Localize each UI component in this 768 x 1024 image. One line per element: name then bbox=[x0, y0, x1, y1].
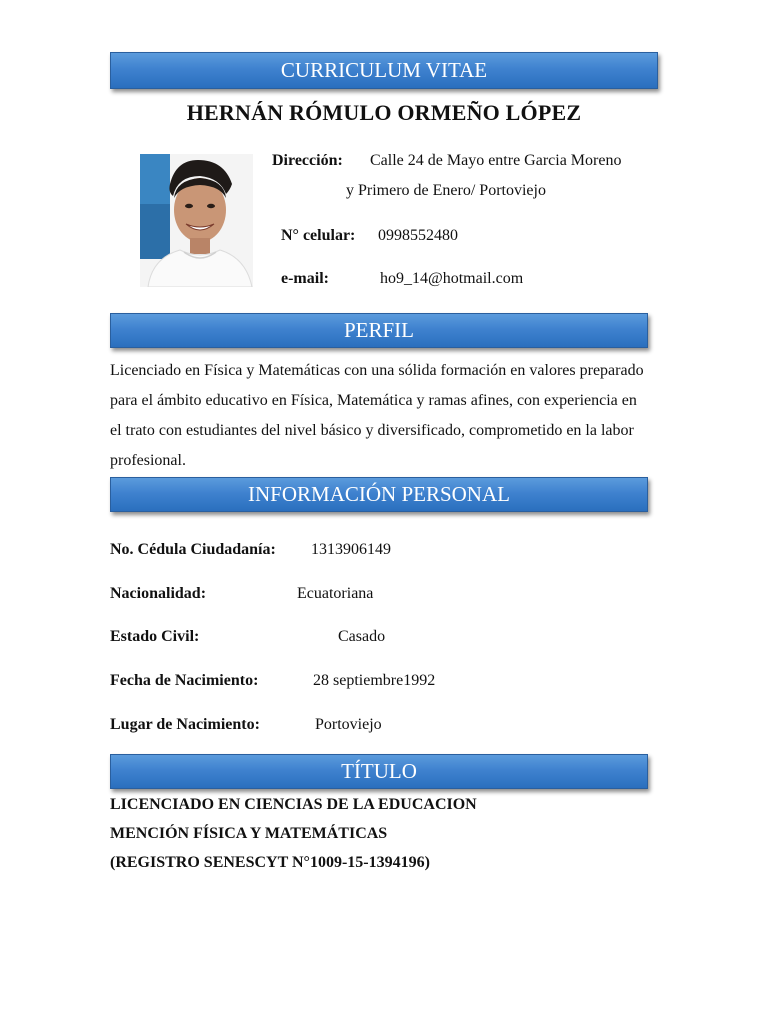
email-label: e-mail: bbox=[281, 270, 329, 287]
titulo-line3: (REGISTRO SENESCYT N°1009-15-1394196) bbox=[110, 854, 430, 871]
email-value: ho9_14@hotmail.com bbox=[380, 270, 524, 287]
lugar-nacimiento-label: Lugar de Nacimiento: bbox=[110, 716, 260, 733]
fecha-nacimiento-label: Fecha de Nacimiento: bbox=[110, 672, 259, 689]
phone-label: N° celular: bbox=[281, 227, 356, 244]
address-line2: y Primero de Enero/ Portoviejo bbox=[346, 182, 546, 199]
cv-title-banner: CURRICULUM VITAE bbox=[110, 52, 658, 89]
personal-info-banner: INFORMACIÓN PERSONAL bbox=[110, 477, 648, 512]
address-line1: Calle 24 de Mayo entre Garcia Moreno bbox=[370, 152, 622, 169]
nacionalidad-value: Ecuatoriana bbox=[297, 585, 374, 602]
titulo-line2: MENCIÓN FÍSICA Y MATEMÁTICAS bbox=[110, 825, 388, 842]
estado-civil-label: Estado Civil: bbox=[110, 628, 200, 645]
nacionalidad-label: Nacionalidad: bbox=[110, 585, 207, 602]
address-label: Dirección: bbox=[272, 152, 343, 169]
cedula-label: No. Cédula Ciudadanía: bbox=[110, 541, 276, 558]
profile-photo bbox=[140, 154, 253, 287]
fecha-nacimiento-value: 28 septiembre1992 bbox=[313, 672, 436, 689]
perfil-banner: PERFIL bbox=[110, 313, 648, 348]
titulo-block bbox=[110, 790, 670, 877]
phone-value: 0998552480 bbox=[378, 227, 458, 244]
full-name: HERNÁN RÓMULO ORMEÑO LÓPEZ bbox=[186, 100, 582, 125]
perfil-text: Licenciado en Física y Matemáticas con una sólida formación en valores preparado para el ámbito educativo en Física, Matemática y ramas afines, con experiencia en el trato con estudiantes del nivel básico y diversificado, comprometido en la labor profesional. bbox=[110, 362, 644, 469]
person-photo-icon bbox=[140, 154, 253, 287]
titulo-banner: TÍTULO bbox=[110, 754, 648, 789]
estado-civil-value: Casado bbox=[338, 628, 386, 645]
titulo-line1: LICENCIADO EN CIENCIAS DE LA EDUCACION bbox=[110, 796, 477, 813]
cedula-value: 1313906149 bbox=[311, 541, 391, 558]
lugar-nacimiento-value: Portoviejo bbox=[315, 716, 382, 733]
